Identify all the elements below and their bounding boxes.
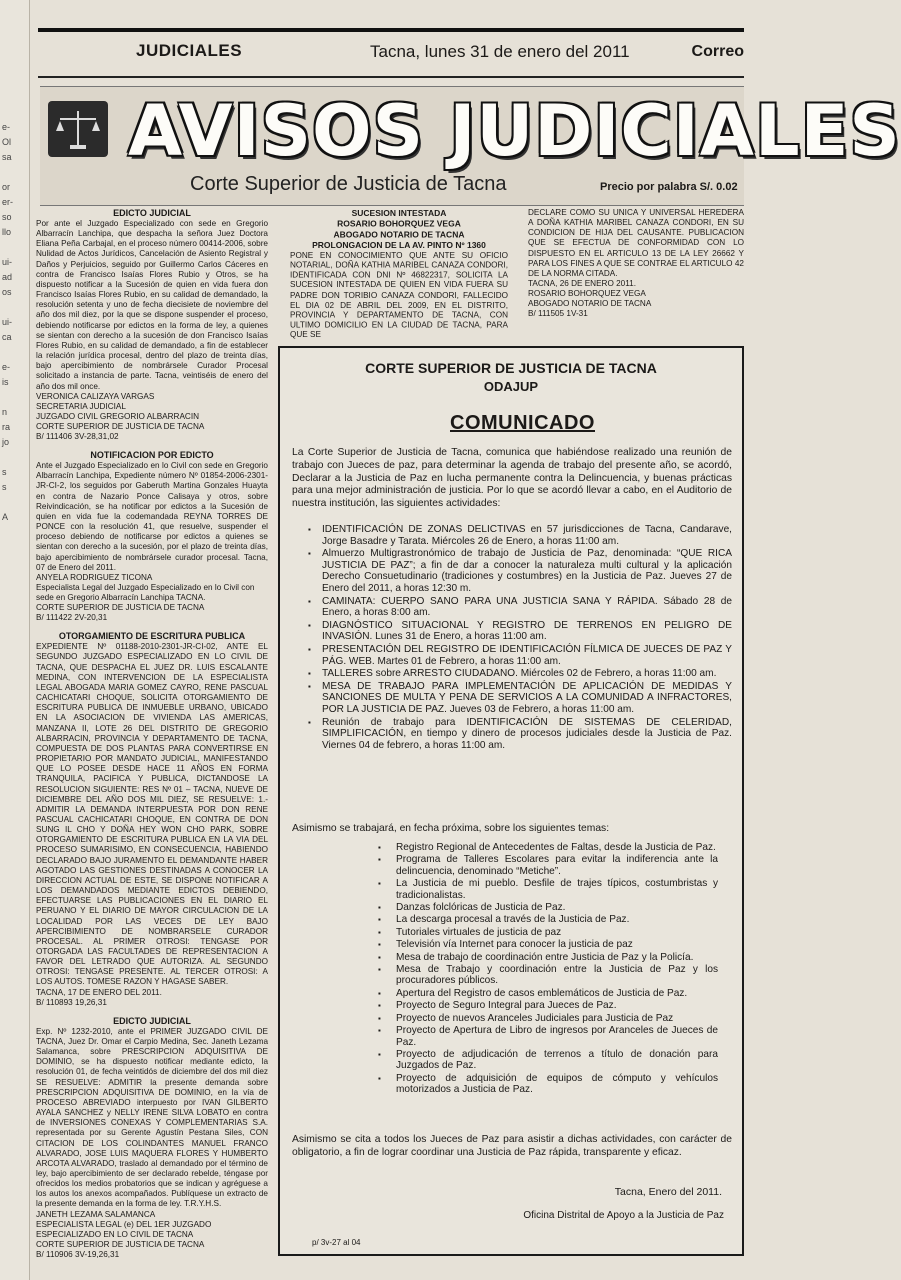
notice-heading: EDICTO JUDICIAL [113,208,191,218]
list-item: ▪ CAMINATA: CUERPO SANO PARA UNA JUSTICIA SANA Y RÁPIDA. Sábado 28 de Enero, a horas 8:00 am. [308,596,732,619]
topics-list [378,842,718,1097]
list-item: ▪ IDENTIFICACIÓN DE ZONAS DELICTIVAS en 57 jurisdicciones de Tacna, Candarave, Jorge Basadre y Tarata. Miércoles 26 de Enero, a horas 11:00 am. [308,524,732,547]
notice [36,631,268,1008]
list-item: ▪ Apertura del Registro de casos emblemáticos de Justicia de Paz. [378,988,718,999]
notice-signature: TACNA, 17 DE ENERO DEL 2011. [36,987,162,997]
column-3 [528,208,744,319]
notice-text: Por ante el Juzgado Especializado con sede en Gregorio Albarracín Lanchipa, que despacha la señora Juez Doctora Eliana Peña Carbajal, en el proceso número 00414-2006, sobre Nulidad de Actos Jurídicos, Cancelación de Asiento Registral y Daños y Perjuicios, seguido por Guillermo Carlos Cáceres en contra de Francisco Isaías Flores Rubio y Otros, se ha dispuesto notificar a la Sucesión de quien en vida fuera don Francisco Isaías Flores Rubio, en su calidad de demandado, la resolución setenta y uno de fecha diecisiete de noviembre del año dos mil diez, por la que se dispone suspender el proceso, debiendo notificarse por edictos en la forma de ley, a quienes se sientan con derecho a la sucesión de don Francisco Isaías Flores Rubio, en su calidad de demandado, a fin de establecer la relación jurídica procesal, dentro del plazo de treinta días, bajo apercibimiento de nombrársele Curador Procesal solicitado a instancia de parte. Tacna, veintiséis de enero del año dos mil once. [36,219,268,391]
activities-list [308,524,732,752]
notice-signature: CORTE SUPERIOR DE JUSTICIA DE TACNA [36,1239,205,1249]
list-item: ▪ Proyecto de nuevos Aranceles Judiciales para Justicia de Paz [378,1013,718,1024]
notice-signature: B/ 110893 19,26,31 [36,997,107,1007]
list-item: ▪ La Justicia de mi pueblo. Desfile de trajes típicos, costumbristas y tradicionalistas. [378,878,718,901]
notice-text: DECLARE COMO SU UNICA Y UNIVERSAL HEREDERA A DOÑA KATHIA MARIBEL CANAZA CONDORI, EN SU CONDICION DE HIJA DEL CAUSANTE. PUBLICACION QUE SE EFECTUA DE CONFORMIDAD CON LO DISPUESTO EN EL ARTICULO 13 DE LA LEY 26662 Y PARA LOS FINES A QUE SE CONTRAE EL ARTICULO 42 DE LA NORMA CITADA. [528,208,744,278]
comunicado-box [278,346,744,1256]
notice-signature: CORTE SUPERIOR DE JUSTICIA DE TACNA [36,603,205,613]
notice-text: PONE EN CONOCIMIENTO QUE ANTE SU OFICIO NOTARIAL, DOÑA KATHIA MARIBEL CANAZA CONDORI, IDENTIFICADA CON DNI Nº 46822317, SOLICITA LA SUCESION INTESTADA DE QUIEN EN VIDA FUERA SU PADRE DON TORIBIO CANAZA CONDORI, FALLECIDO EL DIA 02 DE ABRIL DEL 2009, EN EL DISTRITO, PROVINCIA Y DEPARTAMENTO DE TACNA, CON ULTIMO DOMICILIO EN LA CIUDAD DE TACNA, PARA QUE SE [290,251,508,340]
notice-signature: ROSARIO BOHORQUEZ VEGA [528,289,646,299]
notice-signature: B/ 111505 1V-31 [528,309,588,319]
notice-heading: ROSARIO BOHORQUEZ VEGA [337,218,461,229]
notice-text: Exp. Nº 1232-2010, ante el PRIMER JUZGADO CIVIL DE TACNA, Juez Dr. Omar el Carpio Medina, Sec. Janeth Lezama Salamanca, sobre PRESCRIPCION ADQUISITIVA DE DOMINIO, se ha dispuesto notificar mediante edicto, la resolución 01, de fecha veintidós de diciembre del dos mil diez SE RESUELVE: ADMITIR la presente demanda sobre PRESCRIPCION ADQUISITIVA DE DOMINIO, en la vía de PROCESO ABREVIADO interpuesto por IVAN GILBERTO AYALA SANCHEZ y NELLY IRENE SILVA LOBATO en contra de INVERSIONES CONEXAS Y COMPLEMENTARIAS S.A. representada por su Gerente Agustín Pestana Siles, CON CITACION DE LOS COLINDANTES MANUEL FRANCO ALVARADO, JOSE LUIS MAQUERA FLORES Y HUMBERTO ARCOTA ALVARADO, traslado al demandado por el término de ley, bajo apercibimiento de ser declarado rebelde, téngase por ofrecidos los medios probatorios que se indican y agréguese a los autos los anexos acompañados. Publíquese un extracto de la presente demanda en la forma de ley. T.R.Y.H.S. [36,1026,268,1209]
top-rule [38,28,744,32]
list-item: ▪ Proyecto de Apertura de Libro de ingresos por Aranceles de Jueces de Paz. [378,1025,718,1048]
list-item: ▪ Mesa de Trabajo y coordinación entre la Justicia de Paz y los procuradores públicos. [378,964,718,987]
list-item: ▪ Proyecto de adjudicación de terrenos a título de donación para Juzgados de Paz. [378,1049,718,1072]
notice-heading: NOTIFICACION POR EDICTO [90,450,214,461]
list-item: ▪ Danzas folclóricas de Justicia de Paz. [378,902,718,913]
list-item: ▪ Televisión vía Internet para conocer la justicia de paz [378,939,718,950]
notice-heading: PROLONGACION DE LA AV. PINTO Nº 1360 [312,240,486,251]
notice-signature: JUZGADO CIVIL GREGORIO ALBARRACIN [36,411,200,421]
list-item: ▪ Almuerzo Multigrastronómico de trabajo de Justicia de Paz, denominada: “QUE RICA JUSTICIA DE PAZ”; a fin de dar a conocer la naturaleza multi cultural y la aplicación Derecho Consuetudinario (tradiciones y costumbres) en la Justicia de Paz. Jueves 27 de Enero del 2011, a horas 12:30 m. [308,548,732,594]
comunicado-intro: La Corte Superior de Justicia de Tacna, comunica que habiéndose realizado una reunión de trabajo con Jueces de paz, para determinar la agenda de trabajo del presente año, se acordó, Declarar a la Justicia de Paz en lucha permanente contra la Delincuencia, y buenas prácticas para una mejor administración de justicia. Por lo que se acordó llevar a cabo, en el Auditorio de nuestra institución, las siguientes actividades: [292,447,732,510]
list-item: ▪ Mesa de trabajo de coordinación entre Justicia de Paz y la Policía. [378,952,718,963]
notice [36,208,268,442]
section-name: JUDICIALES [136,41,243,60]
list-item: ▪ TALLERES sobre ARRESTO CIUDADANO. Miércoles 02 de Febrero, a horas 11:00 am. [308,668,732,680]
comunicado-title: COMUNICADO [450,412,595,434]
list-item: ▪ Proyecto de Seguro Integral para Jueces de Paz. [378,1000,718,1011]
notice-heading: SUCESION INTESTADA [351,208,447,218]
comunicado-closing: Asimismo se cita a todos los Jueces de Paz para asistir a dichas actividades, con carácter de obligatorio, a fin de lograr coordinar una Justicia de Paz rápida, transparente y eficaz. [292,1134,732,1158]
notice-signature: Especialista Legal del Juzgado Especializado en lo Civil con sede en Gregorio Albarracín Lanchipa TACNA. [36,582,255,603]
banner-subtitle: Corte Superior de Justicia de Tacna [190,173,507,195]
notice-signature: ANYELA RODRIGUEZ TICONA [36,572,153,582]
comunicado-org: CORTE SUPERIOR DE JUSTICIA DE TACNA [365,360,657,376]
list-item: ▪ DIAGNÓSTICO SITUACIONAL Y REGISTRO DE TERRENOS EN PELIGRO DE INVASIÓN. Lunes 31 de Enero, a horas 11:00 am. [308,620,732,643]
price-per-word: Precio por palabra S/. 0.02 [600,181,738,193]
comunicado-topics-intro: Asimismo se trabajará, en fecha próxima, sobre los siguientes temas: [292,823,610,834]
notice-heading: EDICTO JUDICIAL [113,1015,191,1026]
list-item: ▪ Reunión de trabajo para IDENTIFICACIÓN DE SISTEMAS DE CELERIDAD, SIMPLIFICACIÓN, en tiempo y dinero de procesos judiciales desde la Justicia de Paz. Viernes 04 de febrero, a horas 11:00 am. [308,717,732,752]
notice-signature: ESPECIALIZADO EN LO CIVIL DE TACNA [36,1229,194,1239]
dateline: Tacna, lunes 31 de enero del 2011 [370,42,630,61]
banner-title: AVISOS JUDICIALES [128,90,901,172]
newspaper-name: Correo [691,43,744,60]
comunicado-unit: ODAJUP [483,379,539,394]
notice-signature: ESPECIALISTA LEGAL (e) DEL 1ER JUZGADO [36,1219,212,1229]
list-item: ▪ Tutoriales virtuales de justicia de paz [378,927,718,938]
header-rule [38,76,744,78]
notice-signature: B/ 110906 3V-19,26,31 [36,1250,120,1259]
notice-signature: JANETH LEZAMA SALAMANCA [36,1209,156,1219]
column-1 [36,208,268,1260]
column-2 [290,208,508,340]
notice-text: EXPEDIENTE Nº 01188-2010-2301-JR-CI-02, ANTE EL SEGUNDO JUZGADO ESPECIALIZADO EN LO CIVIL DE TACNA, QUE DESPACHA EL JUEZ DR. LUIS ESCALANTE MEDINA, CON INTERVENCION DE LA ESPECIALISTA LEGAL ABOGADA MARIA GOMEZ CAYRO, RENE PASCUAL CACHICATARI CHOQUE, SOLICITA OTORGAMIENTO DE ESCRITURA PUBLICA DE INMUEBLE URBANO, UBICADO EN LA ASOCIACION DE VIVIENDA LAS AMERICAS, MANZANA II, LOTE 26 DEL DISTRITO DE GREGORIO ALBARRACIN, PROVINCIA Y DEPARTAMENTO DE TACNA, COMPUESTA DE DOS PLANTAS PARA CONVERTIRSE EN PROPIETARIO POR MANDATO JUDICIAL, MANIFESTANDO QUE LO POSEE DESDE HACE 11 AÑOS EN FORMA TRANQUILA, PACIFICA Y PUBLICA, DICTANDOSE LA RESOLUCION SIGUIENTE: RES Nº 01 – TACNA, NUEVE DE DICIEMBRE DEL AÑO DOS MIL DIEZ, SE RESUELVE: 1.- ADMITIR LA DEMANDA INTERPUESTA POR DON RENE PASCUAL CACHICATARI CHOQUE, EN CONTRA DE DON SUNG IL CHO Y DOÑA HEY WON CHO PARK, SOBRE OTORGAMIENTO DE ESCRITURA PUBLICA EN LA VIA DEL PROCESO SUMARISIMO, EN CONSECUENCIA, HABIENDO DECLARADO BAJO JURAMENTO EL DEMANDANTE HABER AGOTADO LAS GESTIONES DESTINADAS A CONOCER LA DIRECCION ACTUAL DE ESTE, SE DISPONE NOTIFICAR A LOS DEMANDADOS MEDIANTE EDICTOS DEBIENDO, EFECTUARSE LAS PUBLICACIONES EN EL DIARIO EL PERUANO Y EL DIARIO DE MAYOR CIRCULACION DE LA LOCALIDAD POR LAS VECES DE LEY BAJO APERCIBIMIENTO DE NOMBRARSELE CURADOR PROCESAL. AL PRIMER OTROSI: TENGASE POR OTORGADA LAS FACULTADES DE REPRESENTACION A FAVOR DEL LETRADO QUE AUTORIZA. AL SEGUNDO OTROSI: TENGASE PRESENTE. AL TERCER OTROSI: A LOS AUTOS. TOMESE RAZON Y HAGASE SABER. [36,642,268,987]
notice-signature: VERONICA CALIZAYA VARGAS [36,391,155,401]
comunicado-footer-code: p/ 3v-27 al 04 [312,1238,361,1247]
notice [36,450,268,623]
adjacent-page-edge: e- Ol sa or er- so llo ui- ad os ui- ca e- is n ra jo s s A [0,0,30,1280]
notice-heading: ABOGADO NOTARIO DE TACNA [333,229,465,240]
notice-signature: TACNA, 26 DE ENERO 2011. [528,279,636,289]
notice-heading: OTORGAMIENTO DE ESCRITURA PUBLICA [58,631,246,642]
page-header [38,40,744,70]
notice-signature: CORTE SUPERIOR DE JUSTICIA DE TACNA [36,421,205,431]
comunicado-office: Oficina Distrital de Apoyo a la Justicia de Paz [523,1210,724,1221]
notice-text: Ante el Juzgado Especializado en lo Civil con sede en Gregorio Albarracín Lanchipa, Expediente número Nº 01854-2006-2301-JR-CI-2, los seguidos por Gaberuth Martina Gonzales Huayta en contra de Nazario Ponce Calisaya y otros, sobre Reivindicación, se ha notificar por edictos a la Sucesión de quien en vida fue la codemandada REYNA TORRES DE PONCE con la resolución 41, que resuelve, suspender el proceso debiendo de notificarse por edictos a quienes se sientan con derecho a la sucesión, por el plazo de treinta días, bajo apercibimiento de nombrársele curador procesal. Tacna, 07 de Enero del 2011. [36,461,268,572]
notice-signature: B/ 111422 2V-20,31 [36,613,108,623]
notice [36,1016,268,1260]
list-item: ▪ Programa de Talleres Escolares para evitar la indiferencia ante la delincuencia, denominado “Metiche”. [378,854,718,877]
list-item: ▪ PRESENTACIÓN DEL REGISTRO DE IDENTIFICACIÓN FÍLMICA DE JUECES DE PAZ Y PÁG. WEB. Martes 01 de Febrero, a horas 11:00 am. [308,644,732,667]
comunicado-date: Tacna, Enero del 2011. [614,1186,722,1198]
notice-signature: ABOGADO NOTARIO DE TACNA [528,299,652,309]
notice-signature: B/ 111406 3V-28,31,02 [36,432,119,442]
banner [40,86,901,206]
notice-signature: SECRETARIA JUDICIAL [36,401,126,411]
list-item: ▪ La descarga procesal a través de la Justicia de Paz. [378,914,718,925]
scales-logo-icon [48,101,108,157]
list-item: ▪ Registro Regional de Antecedentes de Faltas, desde la Justicia de Paz. [378,842,718,853]
list-item: ▪ Proyecto de adquisición de equipos de cómputo y vehículos motorizados a Justicia de Paz. [378,1073,718,1096]
list-item: ▪ MESA DE TRABAJO PARA IMPLEMENTACIÓN DE APLICACIÓN DE MEDIDAS Y SANCIONES DE MULTA Y PENA DE SERVICIOS A LA COMUNIDAD A INFRACTORES, POR LA JUSTICIA DE PAZ. Jueves 03 de Febrero, a horas 11:00 am. [308,681,732,716]
